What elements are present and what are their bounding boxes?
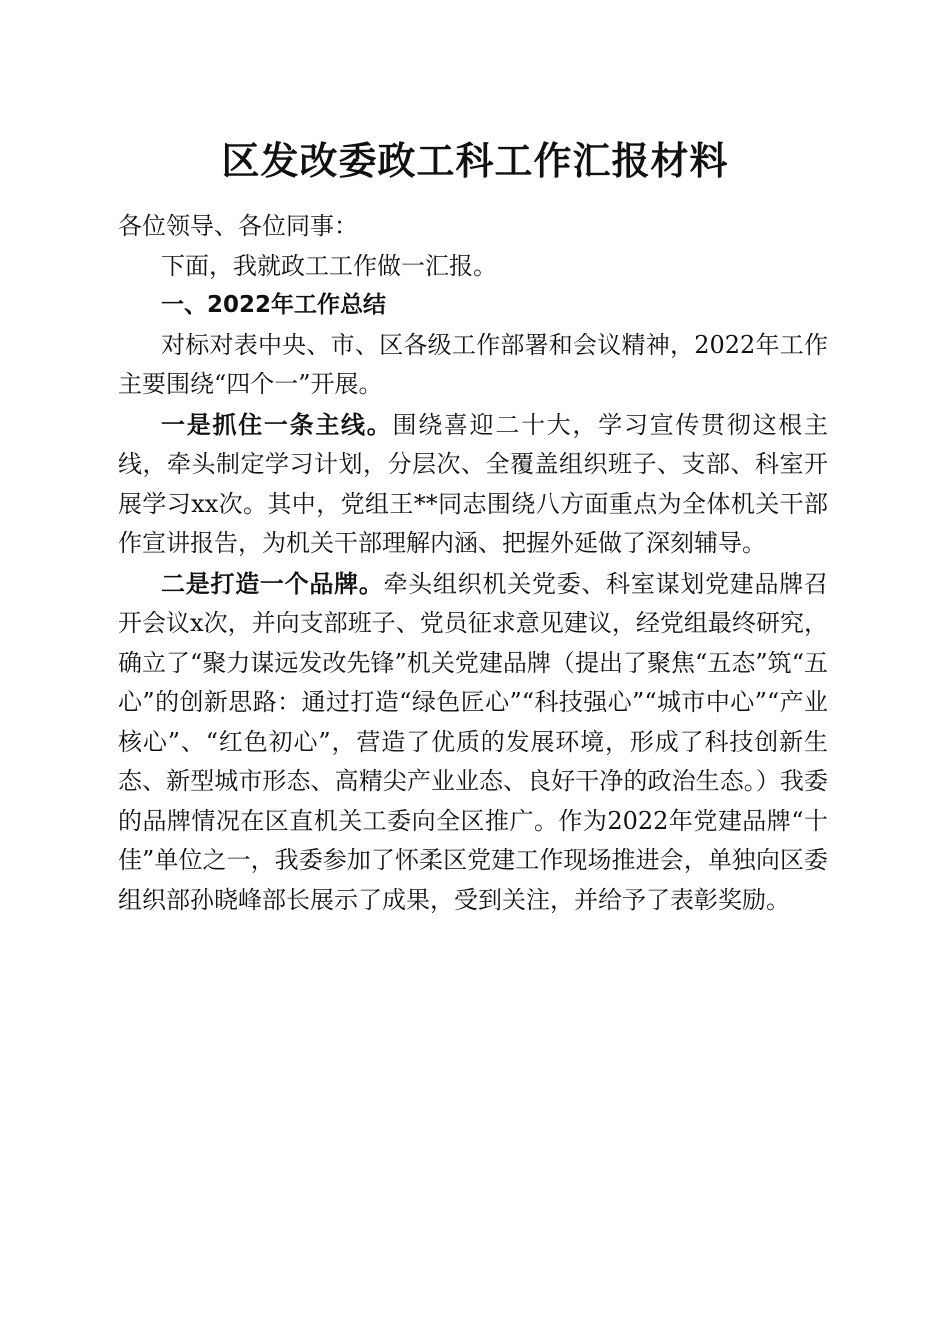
paragraph-lead: 一是抓住一条主线。: [161, 409, 393, 439]
document-body: [118, 207, 828, 920]
salutation: 各位领导、各位同事：: [118, 212, 358, 240]
section-heading: 一、2022年工作总结: [161, 292, 387, 318]
paragraph-text: 牵头组织机关党委、科室谋划党建品牌召开会议x次，并向支部班子、党员征求意见建议，经党组最终研究，确立了“聚力谋远发改先锋”机关党建品牌（提出了聚焦“五态”筑“五心”的创新思路：通过打造“绿色匠心”“科技强心”“城市中心”“产业核心”、“红色初心”，营造了优质的发展环境，形成了科技创新生态、新型城市形态、高精尖产业业态、良好干净的政治生态。）我委的品牌情况在区直机关工委向全区推广。作为2022年党建品牌“十佳”单位之一，我委参加了怀柔区党建工作现场推进会，单独向区委组织部孙晓峰部长展示了成果，受到关注，并给予了表彰奖励。: [118, 569, 828, 914]
paragraph-main-line: [118, 405, 828, 564]
paragraph-lead: 二是打造一个品牌。: [161, 568, 384, 598]
overview-paragraph: 对标对表中央、市、区各级工作部署和会议精神，2022年工作主要围绕“四个一”开展。: [118, 330, 828, 398]
intro-paragraph: 下面，我就政工工作做一汇报。: [161, 251, 497, 280]
document-title: 区发改委政工科工作汇报材料: [221, 138, 729, 183]
paragraph-text: 围绕喜迎二十大，学习宣传贯彻这根主线，牵头制定学习计划，分层次、全覆盖组织班子、支部、科室开展学习xx次。其中，党组王**同志围绕八方面重点为全体机关干部作宣讲报告，为机关干部理解内涵、把握外延做了深刻辅导。: [118, 410, 829, 557]
paragraph-brand: [118, 564, 828, 921]
